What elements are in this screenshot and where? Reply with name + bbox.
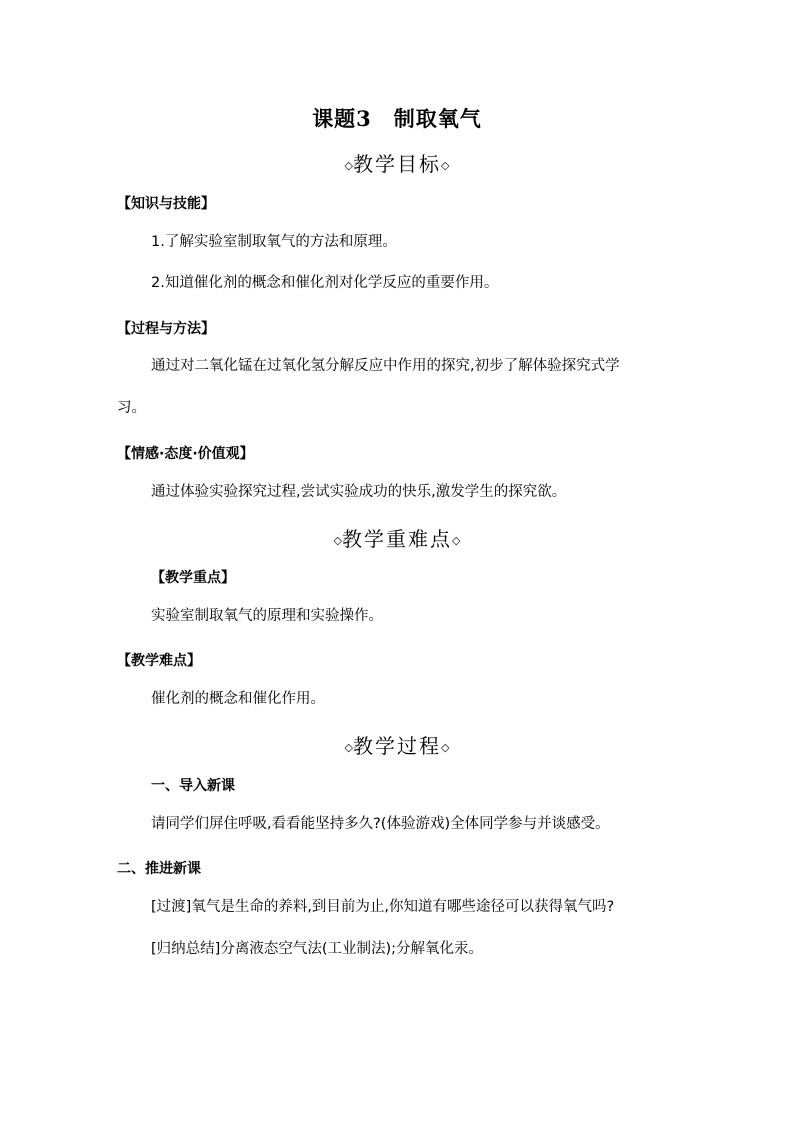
step1-paragraph: 请同学们屏住呼吸,看看能坚持多久?(体验游戏)全体同学参与并谈感受。 — [151, 816, 610, 832]
subheading-step1: 一、导入新课 — [151, 778, 235, 794]
section-label-process: 教学过程 — [353, 734, 441, 758]
section-heading-key-points — [0, 523, 794, 552]
diamond-icon: ◇ — [452, 534, 461, 547]
section-label-objectives: 教学目标 — [353, 152, 441, 176]
subheading-difficulty: 【教学难点】 — [117, 653, 201, 669]
diamond-icon: ◇ — [441, 159, 450, 172]
diamond-icon: ◇ — [344, 159, 353, 172]
subheading-step2: 二、推进新课 — [117, 861, 201, 877]
difficulty-paragraph: 催化剂的概念和催化作用。 — [151, 691, 325, 707]
method-paragraph-line1: 通过对二氧化锰在过氧化氢分解反应中作用的探究,初步了解体验探究式学 — [151, 358, 620, 374]
diamond-icon: ◇ — [441, 741, 450, 754]
focus-paragraph: 实验室制取氧气的原理和实验操作。 — [151, 608, 383, 624]
subheading-attitude: 【情感·态度·价值观】 — [117, 446, 254, 462]
subheading-focus: 【教学重点】 — [151, 570, 235, 586]
method-paragraph-line2: 习。 — [117, 400, 146, 416]
step2-paragraph-2: [归纳总结]分离液态空气法(工业制法);分解氧化汞。 — [151, 941, 484, 957]
step2-paragraph-1: [过渡]氧气是生命的养料,到目前为止,你知道有哪些途径可以获得氧气吗? — [151, 899, 615, 915]
section-heading-process — [0, 730, 794, 759]
diamond-icon: ◇ — [333, 534, 342, 547]
knowledge-item-1: 1.了解实验室制取氧气的方法和原理。 — [151, 234, 397, 250]
subheading-knowledge: 【知识与技能】 — [117, 196, 215, 212]
attitude-paragraph: 通过体验实验探究过程,尝试实验成功的快乐,激发学生的探究欲。 — [151, 484, 567, 500]
page-title: 课题3 制取氧气 — [312, 106, 482, 131]
diamond-icon: ◇ — [344, 741, 353, 754]
knowledge-item-2: 2.知道催化剂的概念和催化剂对化学反应的重要作用。 — [151, 275, 499, 291]
section-label-key-points: 教学重难点 — [342, 527, 452, 551]
subheading-method: 【过程与方法】 — [117, 321, 215, 337]
section-heading-objectives — [0, 148, 794, 177]
